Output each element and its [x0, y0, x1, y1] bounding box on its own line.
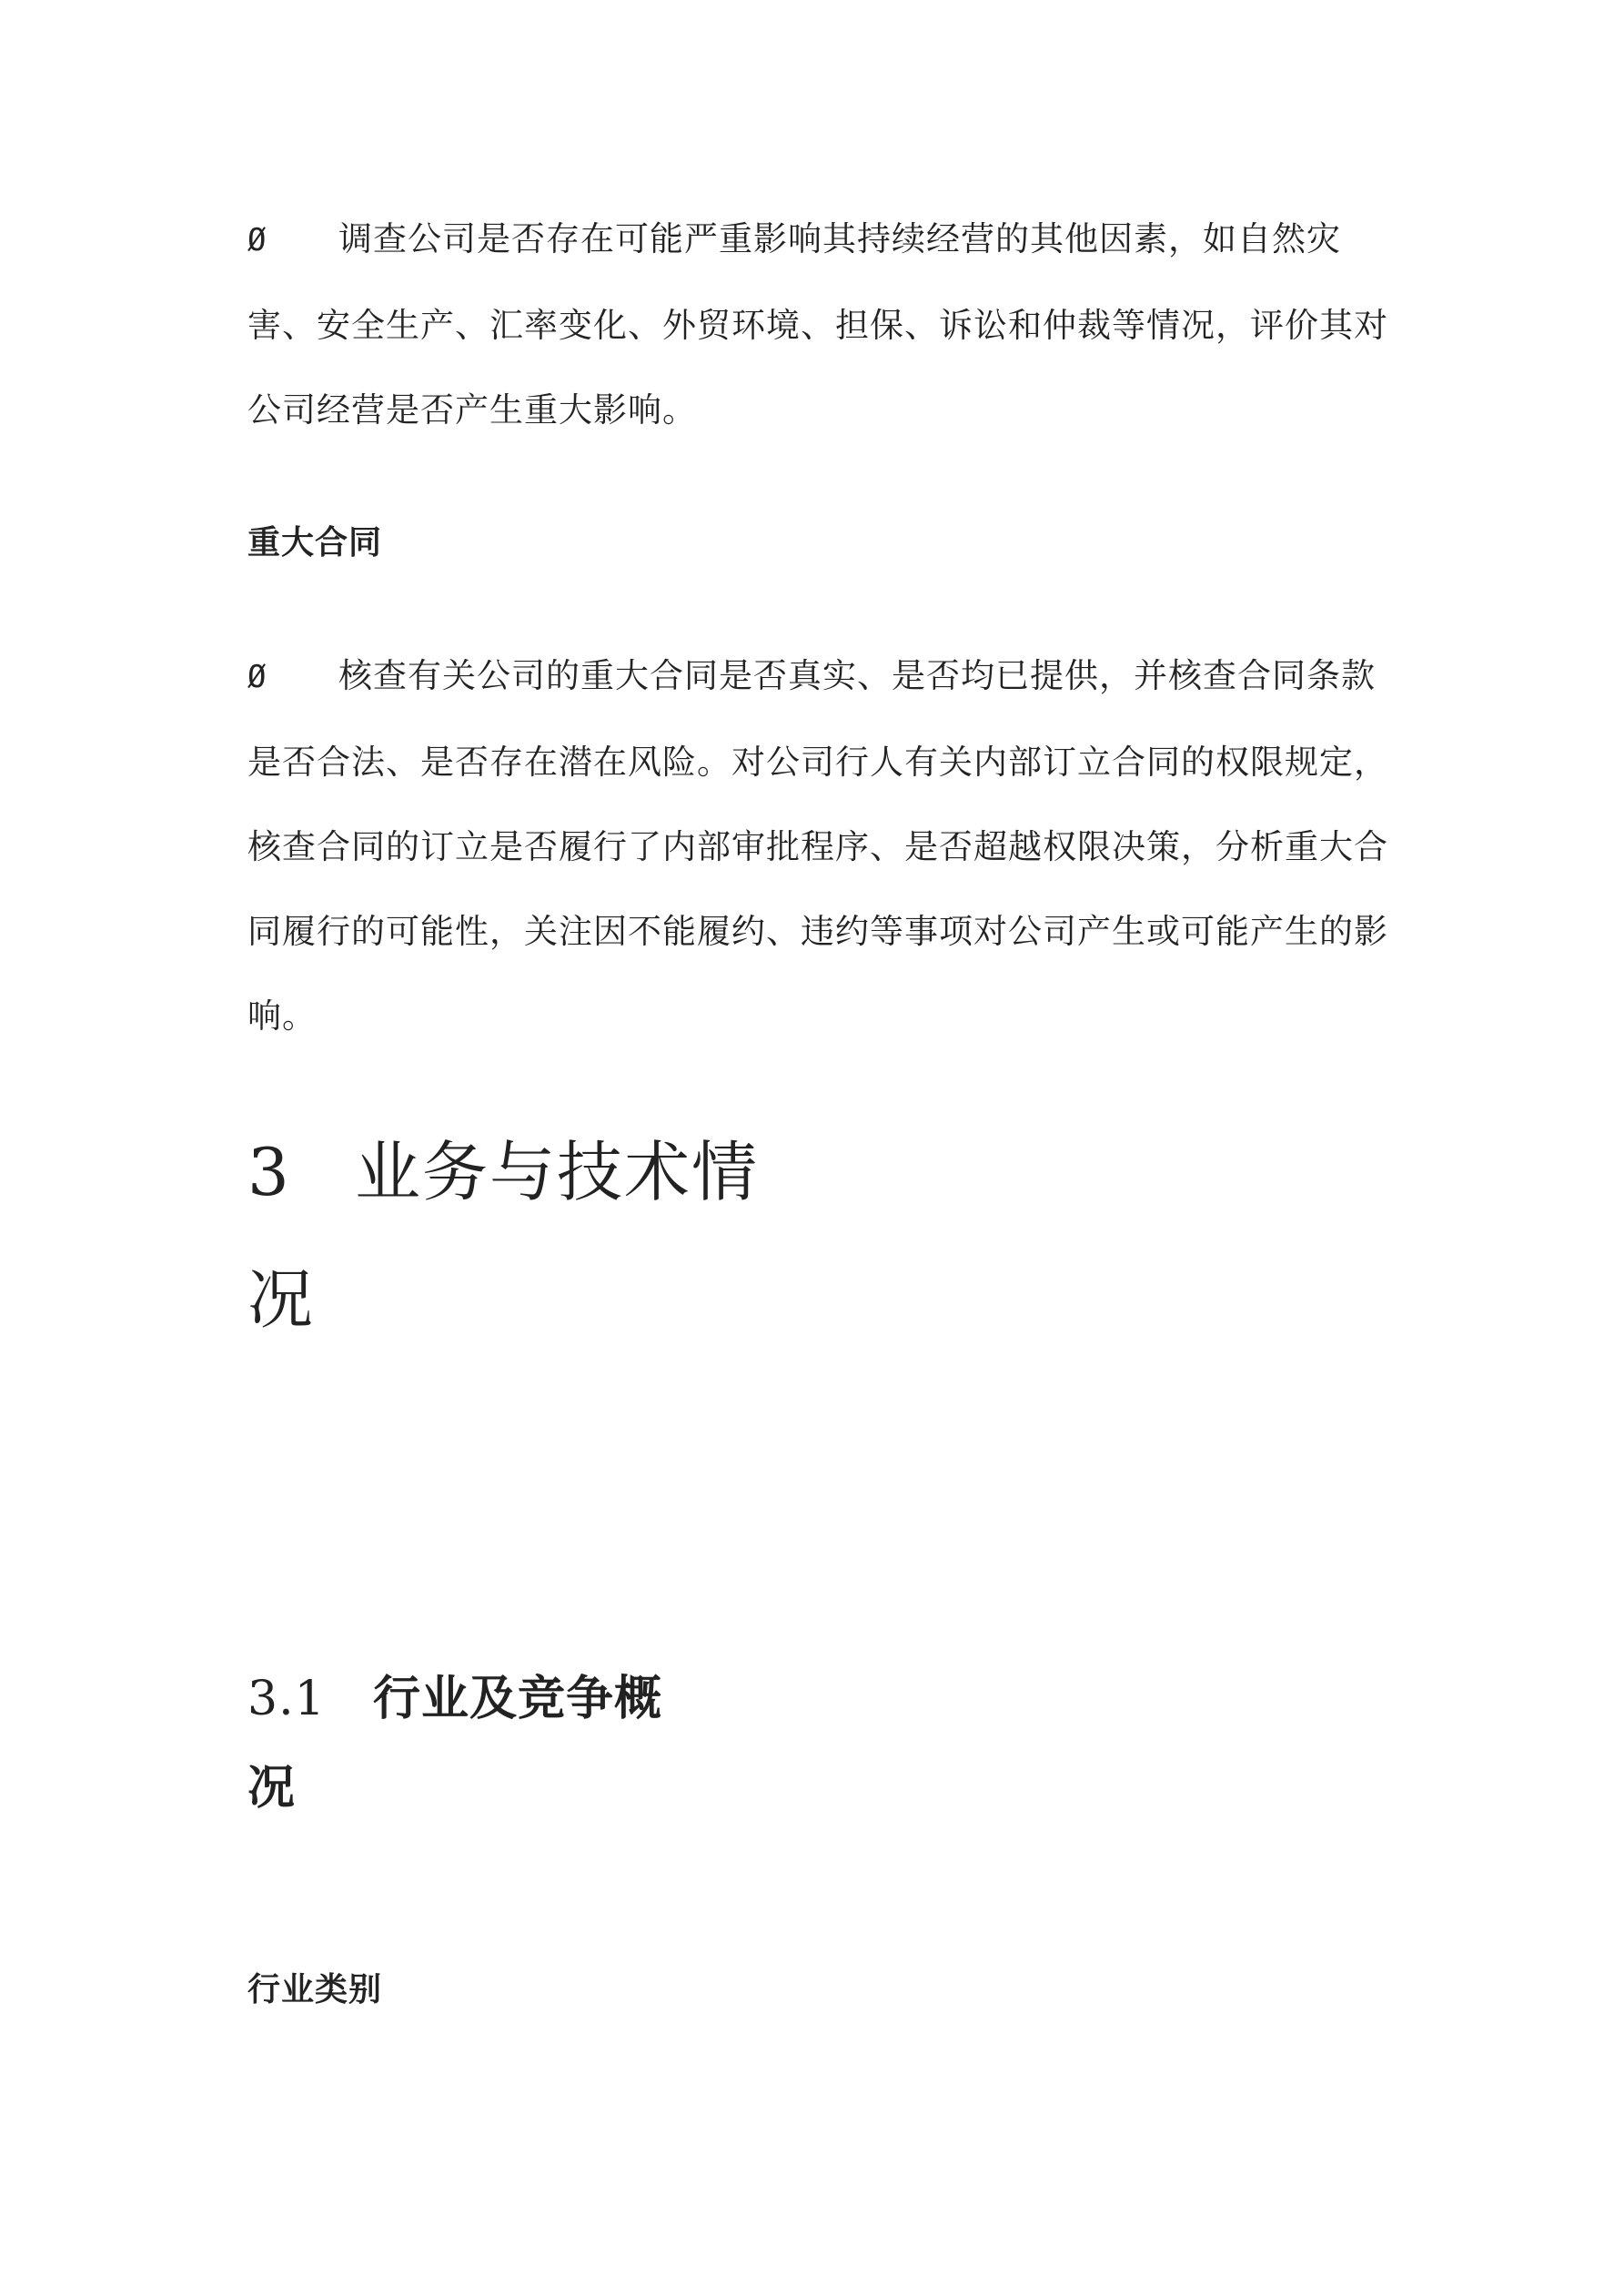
- section-title-line-2: 况: [247, 1760, 297, 1816]
- section-3-1-heading: [247, 1654, 757, 1833]
- risk-factors-paragraph: [247, 197, 1394, 452]
- chapter-title-line-2: 况: [247, 1261, 316, 1338]
- chapter-number: 3: [247, 1134, 291, 1210]
- section-number: 3.1: [247, 1672, 326, 1726]
- section-title-line-1: [247, 1654, 757, 1744]
- major-contracts-heading: 重大合同: [247, 524, 383, 561]
- paragraph-text: 调查公司是否存在可能严重影响其持续经营的其他因素，如自然灾害、安全生产、汇率变化、外贸环境、担保、诉讼和仲裁等情况，评价其对公司经营是否产生重大影响。: [247, 219, 1388, 430]
- bullet-symbol: Ø: [247, 222, 267, 258]
- bullet-symbol: Ø: [247, 659, 267, 695]
- section-title-text: 行业及竞争概: [373, 1671, 663, 1726]
- chapter-title-line-1: [247, 1108, 884, 1236]
- paragraph-text: 核查有关公司的重大合同是否真实、是否均已提供，并核查合同条款是否合法、是否存在潜在风险。对公司行人有关内部订立合同的权限规定，核查合同的订立是否履行了内部审批程序、是否超越权限决策，分析重大合同履行的可能性，关注因不能履约、违约等事项对公司产生或可能产生的影响。: [247, 656, 1388, 1036]
- chapter-title-text: 业务与技术情: [355, 1134, 760, 1210]
- industry-category-heading: 行业类别: [247, 1971, 383, 2008]
- chapter-3-heading: [247, 1108, 884, 1363]
- major-contracts-paragraph: [247, 633, 1394, 1058]
